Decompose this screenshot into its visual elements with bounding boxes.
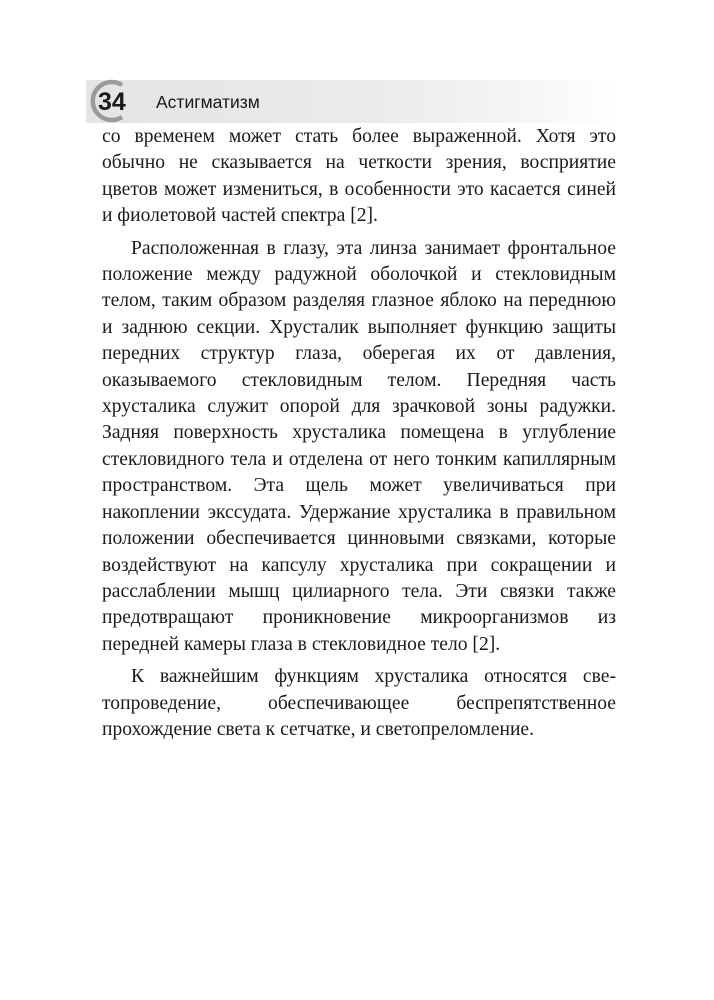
page-number: 34 [98, 88, 126, 116]
body-text [102, 124, 616, 743]
paragraph-lens-functions: К важнейшим функциям хрусталика относятся светопроведение, обеспечивающее беспрепятственное прохождение света к сетчатке, и светопреломление. [102, 666, 616, 740]
paragraph-lens-position: Расположенная в глазу, эта линза занимает фронтальное положение между радужной оболочкой и стекловидным телом, таким образом разделяя глазное яблоко на переднюю и заднюю секции. Хрусталик выполняет функцию защиты передних структур глаза, оберегая их от давления, оказываемого стекловидным телом. Передняя часть хрусталика служит опорой для зрачковой зоны радужки. Задняя поверхность хрусталика помещена в углубление стекловидного тела и отделена от него тонким капиллярным пространством. Эта щель может увеличиваться при накоплении экссудата. Удержание хрусталика в правильном положении обеспечивается цинновыми связками, которые воздействуют на капсулу хрусталика при сокращении и расслаблении мышц цилиарного тела. Эти связки также предотвращают проникновение микроорганизмов из передней камеры глаза в стекловидное тело [2]. [102, 237, 616, 655]
running-title: Астигматизм [156, 92, 260, 112]
paragraph-continuation: со временем может стать более выраженной. Хотя это обычно не сказывается на четкости зрения, восприятие цветов может измениться, в особенности это касается синей и фиолетовой частей спектра [2]. [102, 126, 616, 227]
